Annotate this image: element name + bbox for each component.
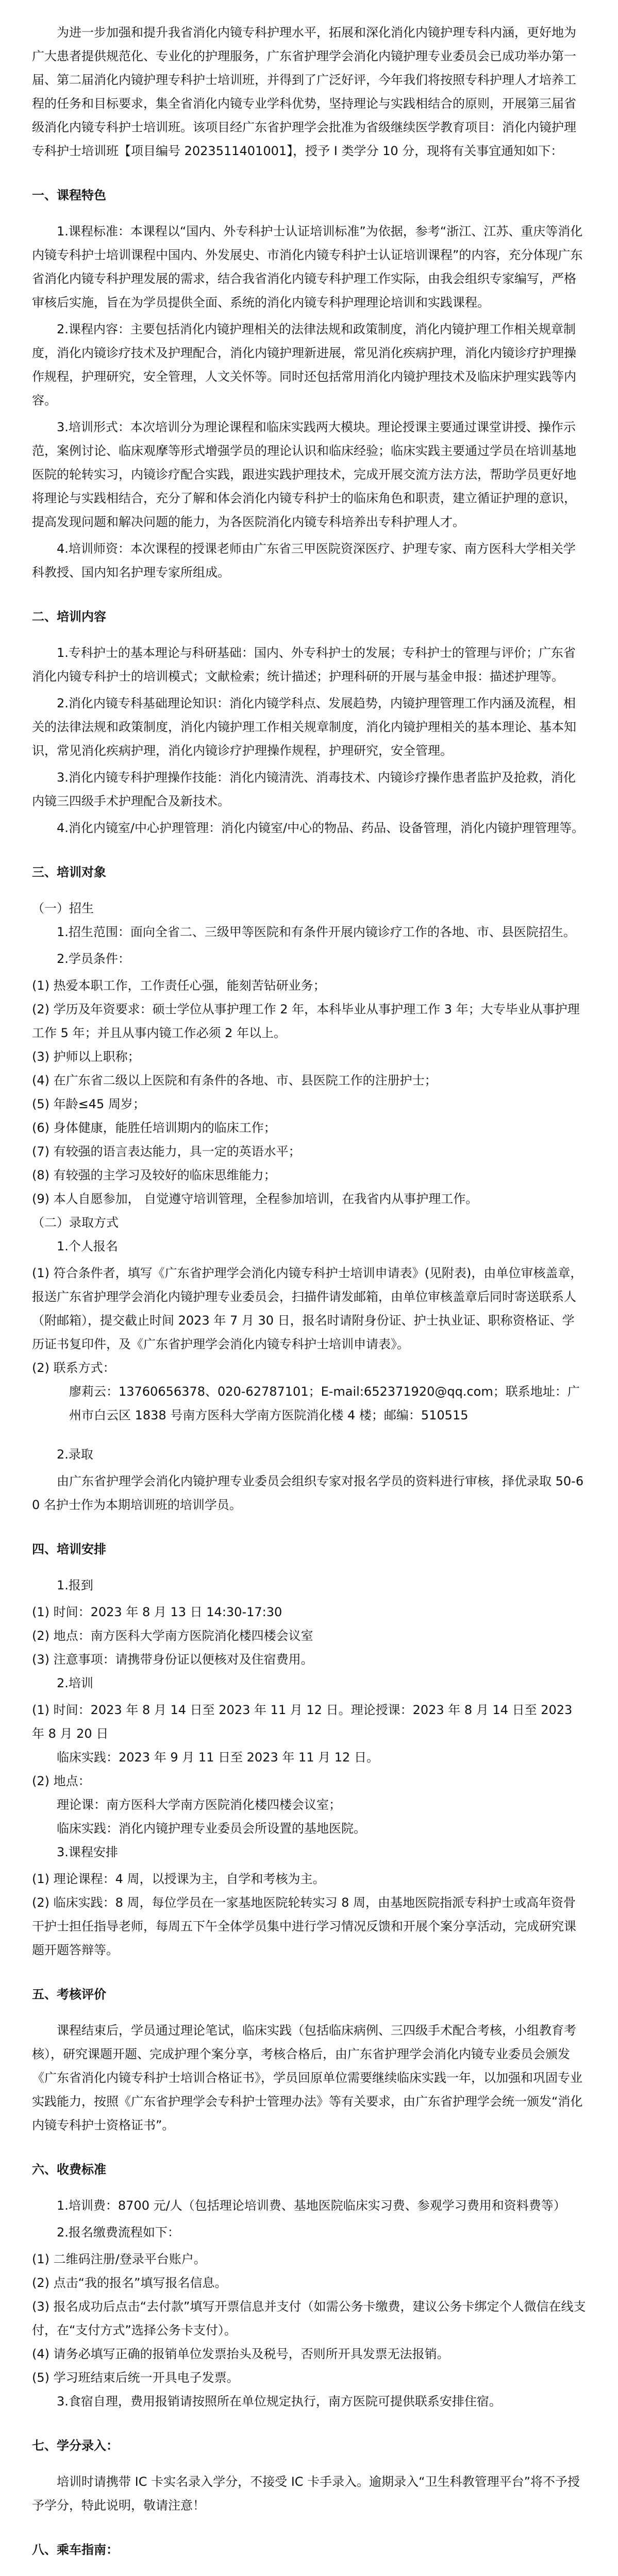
payment-step: (4) 请务必填写正确的报销单位发票抬头及税号，否则所开具发票无法报销。 [32, 2347, 449, 2361]
course-arrangement-item: (2) 临床实践：8 周，每位学员在一家基地医院轮转实习 8 周，由基地医院指派专科护士或高年资骨干护士担任指导老师，每周五下午全体学员集中进行学习情况反馈和开展个案分享活动，完成研究课题开题答辩等。 [32, 1895, 576, 1957]
condition-item: (9) 本人自愿参加， 自觉遵守培训管理，全程参加培训，在我省内从事护理工作。 [32, 1192, 478, 1206]
payment-step: (3) 报名成功后点击“去付款”填写开票信息并支付（如需公务卡缴费，建议公务卡绑定个人微信在线支付，在“支付方式”选择公务卡支付）。 [32, 2299, 586, 2337]
training-format: 3.培训形式：本次培训分为理论课程和临床实践两大模块。理论授课主要通过课堂讲授、操作示范，案例讨论、临床观摩等形式增强学员的理论认识和临床经验；临床实践主要通过学员在培训基地医院的轮转实习，内镜诊疗配合实践，跟进实践护理技术，完成开展交流方法方法，帮助学员更好地将理论与实践相结合，充分了解和体会消化内镜专科护士的临床角色和职责，建立循证护理的意识，提高发现问题和解决问题的能力，为各医院消化内镜专科培养出专科护理人才。 [32, 420, 576, 529]
training-place-title: (2) 地点： [32, 1774, 91, 1788]
accommodation-note: 3.食宿自理，费用报销请按照所在单位规定执行，南方医院可提供联系安排住宿。 [57, 2394, 502, 2409]
condition-item: (8) 有较强的主学习及较好的临床思维能力； [32, 1168, 276, 1182]
enrollment-scope: 1.招生范围：面向全省二、三级甲等医院和有条件开展内镜诊疗工作的各地、市、县医院招生。 [57, 925, 576, 939]
contact-title: (2) 联系方式： [32, 1361, 115, 1375]
enrollment-subtitle: （一）招生 [32, 901, 94, 916]
section-fees-title: 六、收费标准 [32, 2162, 106, 2177]
condition-item: (1) 热爱本职工作，工作责任心强，能刻苦钻研业务； [32, 978, 326, 993]
training-time: (1) 时间：2023 年 8 月 14 日至 2023 年 11 月 12 日。理论授课：2023 年 8 月 14 日至 2023 年 8 月 20 日 [32, 1703, 573, 1741]
admission-subtitle: （二）录取方式 [32, 1215, 119, 1230]
condition-item: (4) 在广东省二级以上医院和有条件的各地、市、县医院工作的注册护士； [32, 1073, 437, 1088]
condition-item: (2) 学历及年资要求：硕士学位从事护理工作 2 年，本科毕业从事护理工作 3 年；大专毕业从事护理工作 5 年；并且从事内镜工作必须 2 年以上。 [32, 1002, 580, 1040]
conditions-title: 2.学员条件： [57, 952, 130, 966]
registration-instructions: (1) 符合条件者，填写《广东省护理学会消化内镜专科护士培训申请表》(见附表)，由单位审核盖章，报送广东省护理学会消化内镜护理专业委员会，扫描件请发邮箱，由单位审核盖章后同时寄送联系人（附邮箱），提交截止时间 2023 年 7 月 30 日，报名时请附身份证、护士执业证、职称资格证、学历证书复印件，及《广东省护理学会消化内镜专科护士培训申请表》。 [32, 1266, 583, 1351]
section-schedule-title: 四、培训安排 [32, 1542, 106, 1556]
section-trainees-title: 三、培训对象 [32, 865, 106, 879]
condition-item: (6) 身体健康，能胜任培训期内的临床工作； [32, 1121, 276, 1135]
checkin-item: (2) 地点：南方医科大学南方医院消化楼四楼会议室 [32, 1629, 313, 1643]
payment-flow-title: 2.报名缴费流程如下： [57, 2225, 180, 2240]
section-course-features-title: 一、课程特色 [32, 188, 106, 202]
admission-title: 2.录取 [57, 1447, 93, 1462]
training-title: 2.培训 [57, 1676, 93, 1690]
credits-text: 培训时请携带 IC 卡实名录入学分，不接受 IC 卡手录入。逾期录入“卫生科教管理平台”将不予授予学分，特此说明，敬请注意！ [32, 2475, 580, 2513]
training-place-item: 临床实践：消化内镜护理专业委员会所设置的基地医院。 [57, 1821, 366, 1836]
course-standard: 1.课程标准：本课程以“国内、外专科护士认证培训标准”为依据，参考“浙江、江苏、重庆等消化内镜专科护士培训课程中国内、外发展史、市消化内镜专科护士认证培训课程”的内容，充分体现广东省消化内镜专科护理发展的需求，结合我省消化内镜专科护理工作实际，由我会组织专家编写，严格审核后实施，旨在为学员提供全面、系统的消化内镜专科护理理论培训和实践课程。 [32, 224, 583, 310]
checkin-item: (1) 时间：2023 年 8 月 13 日 14:30-17:30 [32, 1605, 282, 1619]
course-arrangement-title: 3.课程安排 [57, 1845, 118, 1859]
content-item-2: 2.消化内镜专科基础理论知识：消化内镜学科点、发展趋势，内镜护理管理工作内涵及流程，相关的法律法规和政策制度，消化内镜护理工作相关规章制度，消化内镜护理相关的基本理论、基本知识，常见消化疾病护理，消化内镜诊疗护理操作规程，护理研究，安全管理。 [32, 696, 576, 758]
checkin-title: 1.报到 [57, 1578, 93, 1592]
training-fee: 1.培训费：8700 元/人（包括理论培训费、基地医院临床实习费、参观学习费用和资料费等） [57, 2198, 566, 2213]
condition-item: (5) 年龄≤45 周岁； [32, 1097, 145, 1111]
contact-info: 廖莉云：13760656378、020-62787101；E-mail:652371920@qq.com；联系地址：广州市白云区 1838 号南方医科大学南方医院消化楼 4 楼；邮编：510515 [69, 1384, 580, 1422]
section-credits-title: 七、学分录入： [32, 2438, 119, 2453]
condition-item: (3) 护师以上职称； [32, 1049, 140, 1064]
payment-step: (5) 学习班结束后统一开具电子发票。 [32, 2370, 239, 2385]
section-assessment-title: 五、考核评价 [32, 1987, 106, 2002]
content-item-3: 3.消化内镜专科护理操作技能：消化内镜清洗、消毒技术、内镜诊疗操作患者监护及抢救，消化内镜三四级手术护理配合及新技术。 [32, 770, 576, 808]
practice-time: 临床实践：2023 年 9 月 11 日至 2023 年 11 月 12 日。 [57, 1750, 379, 1765]
course-content: 2.课程内容：主要包括消化内镜护理相关的法律法规和政策制度，消化内镜护理工作相关规章制度，消化内镜诊疗技术及护理配合，消化内镜护理新进展，常见消化疾病护理，消化内镜诊疗护理操作规程，护理研究，安全管理，人文关怀等。同时还包括常用消化内镜护理技术及临床护理实践等内容。 [32, 322, 576, 408]
intro-paragraph: 为进一步加强和提升我省消化内镜专科护理水平，拓展和深化消化内镜护理专科内涵，更好地为广大患者提供规范化、专业化的护理服务，广东省护理学会消化内镜护理专业委员会已成功举办第一届、第二届消化内镜护理专科护士培训班，并得到了广泛好评，今年我们将按照专科护理人才培养工程的任务和目标要求，集全省消化内镜专业学科优势，坚持理论与实践相结合的原则，开展第三届省级消化内镜专科护士培训班。该项目经广东省护理学会批准为省级继续医学教育项目：消化内镜护理专科护士培训班【项目编号 2023511401001】，授予 I 类学分 10 分，现将有关事宜通知如下： [32, 25, 576, 158]
condition-item: (7) 有较强的语言表达能力，具一定的英语水平； [32, 1144, 301, 1159]
section-transport-title: 八、乘车指南： [32, 2543, 119, 2557]
admission-text: 由广东省护理学会消化内镜护理专业委员会组织专家对报名学员的资料进行审核，择优录取 50-60 名护士作为本期培训班的培训学员。 [32, 1474, 584, 1512]
training-faculty: 4.培训师资：本次课程的授课老师由广东省三甲医院资深医疗、护理专家、南方医科大学相关学科教授、国内知名护理专家所组成。 [32, 541, 576, 580]
section-training-content-title: 二、培训内容 [32, 609, 106, 624]
individual-registration-title: 1.个人报名 [57, 1239, 118, 1253]
checkin-item: (3) 注意事项：请携带身份证以便核对及住宿费用。 [32, 1652, 313, 1667]
content-item-1: 1.专科护士的基本理论与科研基础：国内、外专科护士的发展；专科护士的管理与评价；广东省消化内镜专科护士的培训模式；文献检索；统计描述；护理科研的开展与基金申报：描述护理等。 [32, 646, 576, 684]
payment-step: (1) 二维码注册/登录平台账户。 [32, 2252, 206, 2266]
course-arrangement-item: (1) 理论课程：4 周，以授课为主，自学和考核为主。 [32, 1872, 325, 1886]
transport-item [32, 2574, 586, 2576]
assessment-text: 课程结束后，学员通过理论笔试，临床实践（包括临床病例、三四级手术配合考核，小组教育考核），研究课题开题、完成护理个案分享，考核合格后，由广东省护理学会消化内镜专业委员会颁发《广东省消化内镜专科护士培训合格证书》，学员回原单位需要继续临床实践一年，以加强和巩固专业实践能力，按照《广东省护理学会专科护士管理办法》等有关要求，由广东省护理学会统一颁发“消化内镜专科护士资格证书”。 [32, 2023, 583, 2132]
payment-step: (2) 点击“我的报名”填写报名信息。 [32, 2276, 227, 2290]
content-item-4: 4.消化内镜室/中心护理管理：消化内镜室/中心的物品、药品、设备管理，消化内镜护理管理等。 [57, 821, 584, 835]
training-place-item: 理论课：南方医科大学南方医院消化楼四楼会议室； [57, 1798, 341, 1812]
